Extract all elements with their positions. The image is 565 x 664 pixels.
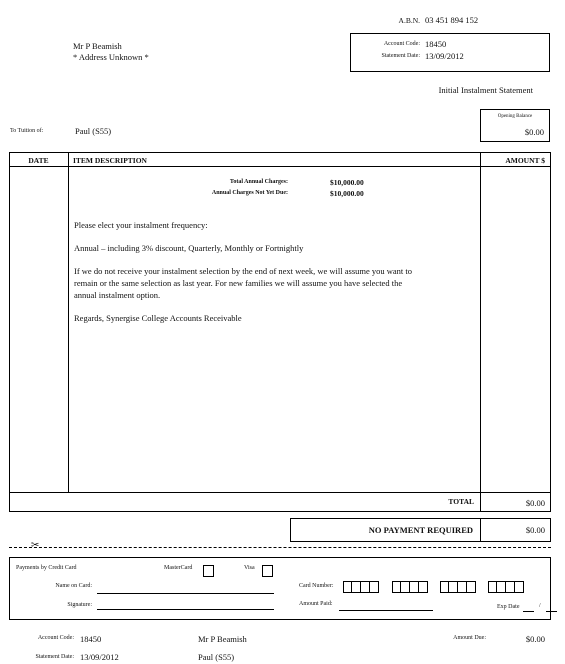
opening-balance-value: $0.00	[524, 127, 544, 137]
date-column-header: DATE	[28, 156, 49, 165]
amount-column-header: AMOUNT $	[505, 156, 545, 165]
statement-date-label: Statement Date:	[381, 53, 420, 59]
visa-label: Visa	[244, 565, 255, 571]
mastercard-checkbox[interactable]	[203, 565, 214, 577]
footer-account-code-label: Account Code:	[37, 635, 74, 641]
message-line: remain or the same selection as last year. For new families we will assume you have selected the	[74, 278, 403, 288]
footer-statement-date-label: Statement Date:	[35, 654, 74, 660]
tuition-label: To Tuition of:	[10, 128, 44, 134]
recipient-address: * Address Unknown *	[73, 52, 149, 62]
account-code-label: Account Code:	[383, 41, 420, 47]
cut-line	[9, 547, 551, 548]
not-yet-due-value: $10,000.00	[330, 189, 364, 198]
abn-label: A.B.N.	[398, 16, 420, 25]
description-column-header: ITEM DESCRIPTION	[73, 156, 147, 165]
footer-recipient-name: Mr P Beamish	[198, 634, 247, 644]
total-value: $0.00	[525, 498, 545, 508]
card-number-label: Card Number:	[299, 583, 334, 589]
message-line: Annual – including 3% discount, Quarterly, Monthly or Fortnightly	[74, 243, 304, 253]
not-yet-due-label: Annual Charges Not Yet Due:	[211, 190, 288, 196]
footer-amount-due-label: Amount Due:	[453, 635, 486, 641]
account-info-box	[350, 33, 550, 72]
footer-student: Paul (S55)	[198, 652, 235, 662]
message-line: Please elect your instalment frequency:	[74, 220, 208, 230]
tuition-value: Paul (S55)	[75, 126, 112, 136]
statement-type: Initial Instalment Statement	[438, 85, 533, 95]
total-label: TOTAL	[448, 497, 474, 506]
footer-statement-date-value: 13/09/2012	[80, 652, 119, 662]
message-line: Regards, Synergise College Accounts Receivable	[74, 313, 242, 323]
recipient-name: Mr P Beamish	[73, 41, 122, 51]
footer-amount-due-value: $0.00	[525, 634, 545, 644]
exp-month-field[interactable]	[523, 611, 534, 612]
total-annual-label: Total Annual Charges:	[229, 179, 288, 185]
signature-field[interactable]	[97, 609, 274, 610]
name-on-card-label: Name on Card:	[55, 583, 92, 589]
signature-label: Signature:	[67, 602, 92, 608]
message-line: If we do not receive your instalment selection by the end of next week, we will assume you want to	[74, 266, 413, 276]
payment-status-value: $0.00	[525, 525, 545, 535]
total-annual-value: $10,000.00	[330, 178, 364, 187]
abn-value: 03 451 894 152	[425, 15, 479, 25]
statement-table	[9, 152, 551, 512]
exp-year-field[interactable]	[546, 611, 557, 612]
amount-paid-label: Amount Paid:	[299, 601, 333, 607]
exp-date-separator: /	[539, 603, 541, 609]
amount-paid-field[interactable]	[339, 610, 433, 611]
footer-account-code-value: 18450	[80, 634, 102, 644]
message-line: annual instalment option.	[74, 290, 161, 300]
scissors-icon: ✂	[31, 540, 40, 551]
opening-balance-label: Opening Balance	[497, 114, 533, 119]
visa-checkbox[interactable]	[262, 565, 273, 577]
payment-status-label: NO PAYMENT REQUIRED	[368, 525, 473, 535]
mastercard-label: MasterCard	[164, 565, 193, 571]
statement-date-value: 13/09/2012	[425, 51, 464, 61]
account-code-value: 18450	[425, 39, 447, 49]
name-on-card-field[interactable]	[97, 593, 274, 594]
opening-balance-box	[480, 109, 550, 142]
exp-date-label: Exp Date	[497, 604, 520, 610]
payments-label: Payments by Credit Card	[16, 565, 77, 571]
